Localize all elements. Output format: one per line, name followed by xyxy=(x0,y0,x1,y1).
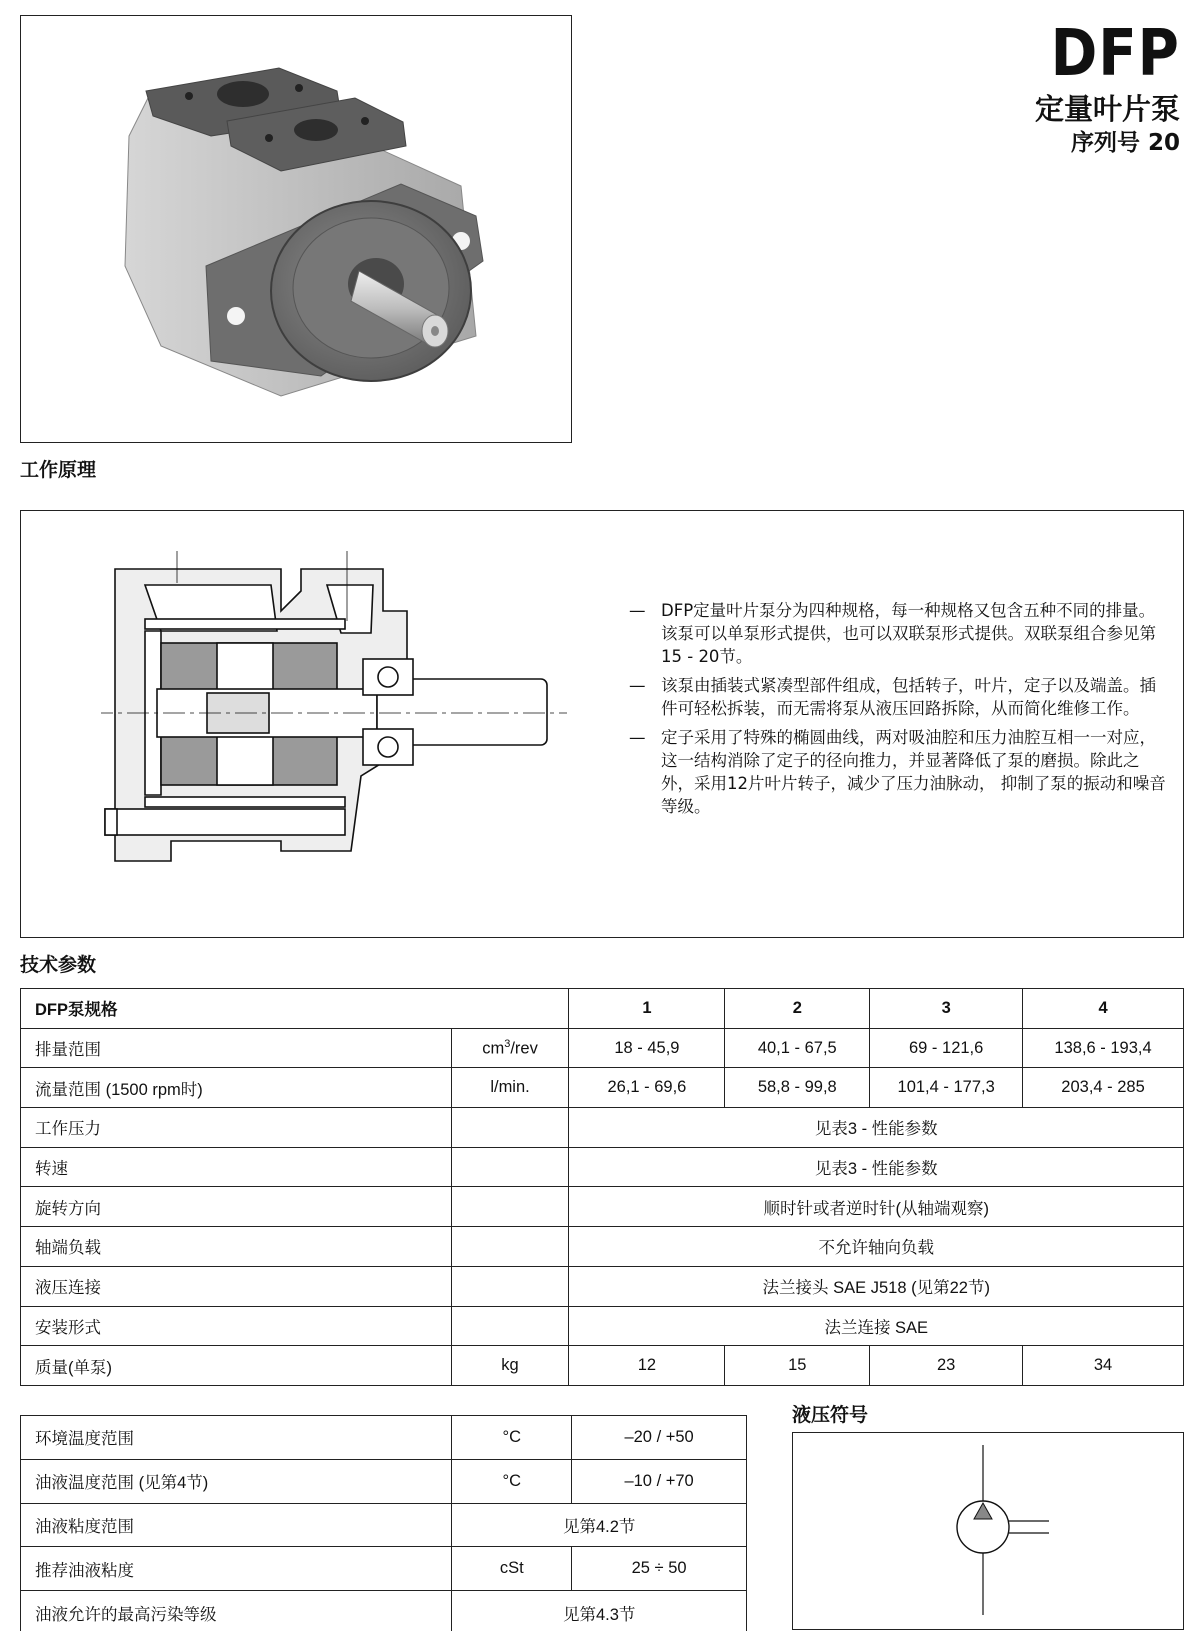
table-row xyxy=(21,1227,1184,1267)
mass-value: 12 xyxy=(569,1346,725,1386)
shaft-load-label: 轴端负载 xyxy=(21,1227,452,1267)
bullet-text: 该泵由插装式紧凑型部件组成，包括转子，叶片，定子以及端盖。插件可轻松拆装，而无需将泵从液压回路拆除，从而简化维修工作。 xyxy=(661,676,1156,718)
pump-cross-section-diagram xyxy=(101,551,571,871)
flow-value: 203,4 - 285 xyxy=(1023,1068,1184,1108)
table-row xyxy=(21,1187,1184,1227)
displacement-value: 69 - 121,6 xyxy=(870,1028,1023,1068)
flow-label: 流量范围 (1500 rpm时) xyxy=(21,1068,452,1108)
size-header: 1 xyxy=(569,989,725,1029)
principle-bullet xyxy=(629,726,1169,818)
ambient-temp-label: 环境温度范围 xyxy=(21,1416,452,1460)
title-block xyxy=(1033,18,1180,158)
principle-panel xyxy=(20,510,1184,938)
rotation-label: 旋转方向 xyxy=(21,1187,452,1227)
table-row xyxy=(21,1503,747,1547)
bullet-dash: — xyxy=(629,728,646,747)
flow-value: 26,1 - 69,6 xyxy=(569,1068,725,1108)
flow-value: 58,8 - 99,8 xyxy=(725,1068,870,1108)
shaft-load-value: 不允许轴向负载 xyxy=(569,1227,1184,1267)
ambient-temp-unit: °C xyxy=(452,1416,572,1460)
tech-heading: 技术参数 xyxy=(20,954,97,976)
principle-description xyxy=(629,599,1169,824)
bullet-text: DFP定量叶片泵分为四种规格，每一种规格又包含五种不同的排量。该泵可以单泵形式提供，也可以双联泵形式提供。双联泵组合参见第15 - 20节。 xyxy=(661,601,1156,666)
mass-value: 23 xyxy=(870,1346,1023,1386)
displacement-value: 40,1 - 67,5 xyxy=(725,1028,870,1068)
fluid-temp-label: 油液温度范围 (见第4节) xyxy=(21,1459,452,1503)
table-row xyxy=(21,1266,1184,1306)
pressure-value: 见表3 - 性能参数 xyxy=(569,1108,1184,1148)
principle-bullet xyxy=(629,599,1169,668)
model-title: DFP xyxy=(1050,17,1180,91)
size-header-label: DFP泵规格 xyxy=(21,989,569,1029)
connection-value: 法兰接头 SAE J518 (见第22节) xyxy=(569,1266,1184,1306)
product-subtitle: 定量叶片泵 xyxy=(1034,92,1180,126)
displacement-unit: $cm^3$/rev xyxy=(451,1028,569,1068)
product-photo xyxy=(20,15,572,443)
table-row xyxy=(21,1416,747,1460)
recommended-viscosity-unit: cSt xyxy=(452,1547,572,1591)
table-row xyxy=(21,1147,1184,1187)
bullet-dash: — xyxy=(629,676,646,695)
size-header: 4 xyxy=(1023,989,1184,1029)
table-row xyxy=(21,1108,1184,1148)
fluid-temp-value: –10 / +70 xyxy=(572,1459,747,1503)
flow-value: 101,4 - 177,3 xyxy=(870,1068,1023,1108)
empty-unit-cell xyxy=(451,1147,569,1187)
mass-unit: kg xyxy=(451,1346,569,1386)
table-row xyxy=(21,1346,1184,1386)
table-row xyxy=(21,1459,747,1503)
contamination-value: 见第4.3节 xyxy=(452,1591,747,1631)
speed-value: 见表3 - 性能参数 xyxy=(569,1147,1184,1187)
bullet-dash: — xyxy=(629,601,646,620)
table-row xyxy=(21,989,1184,1029)
mounting-label: 安装形式 xyxy=(21,1306,452,1346)
viscosity-range-label: 油液粘度范围 xyxy=(21,1503,452,1547)
symbol-heading: 液压符号 xyxy=(792,1404,869,1426)
recommended-viscosity-label: 推荐油液粘度 xyxy=(21,1547,452,1591)
mass-value: 15 xyxy=(725,1346,870,1386)
pump-symbol-icon xyxy=(793,1433,1182,1628)
mounting-value: 法兰连接 SAE xyxy=(569,1306,1184,1346)
size-header: 2 xyxy=(725,989,870,1029)
mass-value: 34 xyxy=(1023,1346,1184,1386)
principle-heading: 工作原理 xyxy=(20,459,97,481)
series-number: 序列号 20 xyxy=(1070,130,1180,156)
displacement-value: 138,6 - 193,4 xyxy=(1023,1028,1184,1068)
ambient-temp-value: –20 / +50 xyxy=(572,1416,747,1460)
fluid-table xyxy=(20,1415,747,1631)
table-row xyxy=(21,1068,1184,1108)
flow-unit: l/min. xyxy=(451,1068,569,1108)
displacement-label: 排量范围 xyxy=(21,1028,452,1068)
table-row xyxy=(21,1028,1184,1068)
empty-unit-cell xyxy=(451,1108,569,1148)
table-row xyxy=(21,1591,747,1631)
table-row xyxy=(21,1547,747,1591)
speed-label: 转速 xyxy=(21,1147,452,1187)
pump-illustration xyxy=(21,16,570,441)
fluid-temp-unit: °C xyxy=(452,1459,572,1503)
rotation-value: 顺时针或者逆时针(从轴端观察) xyxy=(569,1187,1184,1227)
principle-bullet xyxy=(629,674,1169,720)
empty-unit-cell xyxy=(451,1187,569,1227)
contamination-label: 油液允许的最高污染等级 xyxy=(21,1591,452,1631)
bullet-text: 定子采用了特殊的椭圆曲线，两对吸油腔和压力油腔互相一一对应，这一结构消除了定子的径向推力，并显著降低了泵的磨损。除此之外，采用12片叶片转子，减少了压力油脉动， 抑制了泵的振动和噪音等级。 xyxy=(661,728,1166,816)
displacement-value: 18 - 45,9 xyxy=(569,1028,725,1068)
table-row xyxy=(21,1306,1184,1346)
empty-unit-cell xyxy=(451,1266,569,1306)
tech-table xyxy=(20,988,1184,1386)
mass-label: 质量(单泵) xyxy=(21,1346,452,1386)
empty-unit-cell xyxy=(451,1227,569,1267)
hydraulic-symbol-panel xyxy=(792,1432,1184,1630)
viscosity-range-value: 见第4.2节 xyxy=(452,1503,747,1547)
empty-unit-cell xyxy=(451,1306,569,1346)
size-header: 3 xyxy=(870,989,1023,1029)
connection-label: 液压连接 xyxy=(21,1266,452,1306)
recommended-viscosity-value: 25 ÷ 50 xyxy=(572,1547,747,1591)
pressure-label: 工作压力 xyxy=(21,1108,452,1148)
